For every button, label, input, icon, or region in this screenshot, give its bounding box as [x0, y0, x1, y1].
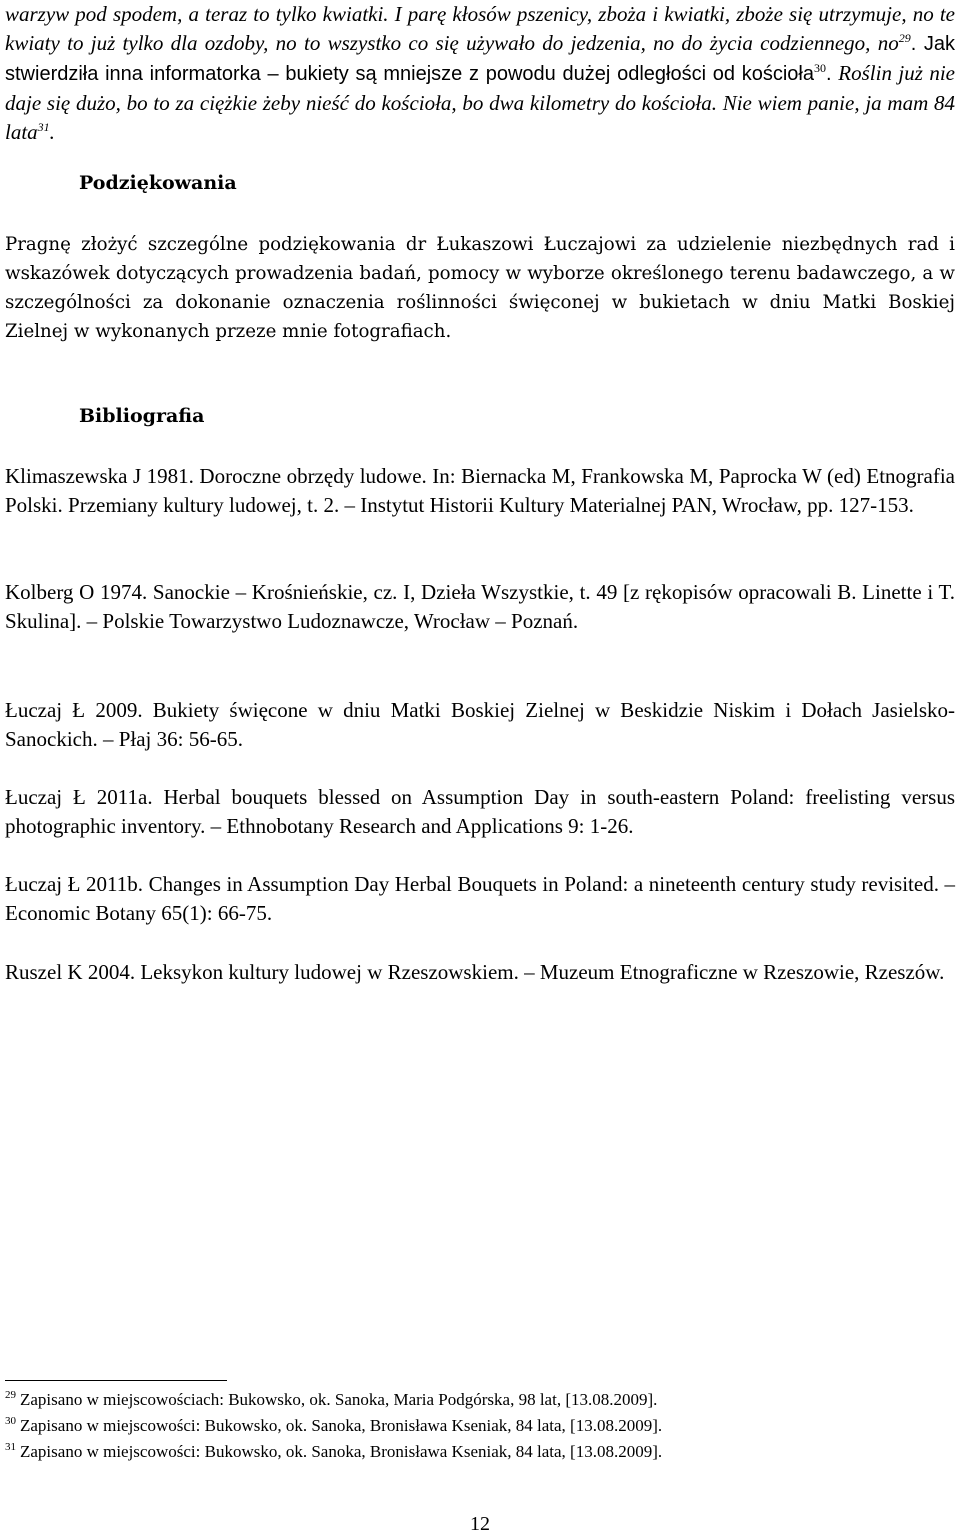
- bibliography-entry: Klimaszewska J 1981. Doroczne obrzędy ludowe. In: Biernacka M, Frankowska M, Paprocka W (ed) Etnografia Polski. Przemiany kultury ludowej, t. 2. – Instytut Historii Kultury Materialnej PAN, Wrocław, pp. 127-153.: [5, 464, 955, 517]
- footnote-ref-31[interactable]: 31: [37, 120, 50, 134]
- bibliography-heading: Bibliografia: [79, 405, 205, 427]
- footnote-text: Zapisano w miejscowościach: Bukowsko, ok. Sanoka, Maria Podgórska, 98 lat, [13.08.2009].: [20, 1390, 658, 1409]
- footnote-text: Zapisano w miejscowości: Bukowsko, ok. Sanoka, Bronisława Kseniak, 84 lata, [13.08.2009].: [20, 1416, 663, 1435]
- quote-end: .: [49, 120, 55, 144]
- footnote-ref-30[interactable]: 30: [814, 61, 826, 75]
- bibliography-entry: Kolberg O 1974. Sanockie – Krośnieńskie, cz. I, Dzieła Wszystkie, t. 49 [z rękopisów opracowali B. Linette i T. Skulina]. – Polskie Towarzystwo Ludoznawcze, Wrocław – Poznań.: [5, 580, 955, 633]
- footnote-text: Zapisano w miejscowości: Bukowsko, ok. Sanoka, Bronisława Kseniak, 84 lata, [13.08.2009].: [20, 1442, 663, 1461]
- quote-text-1: warzyw pod spodem, a teraz to tylko kwiatki. I parę kłosów pszenicy, zboża i kwiatki, zboże się utrzymuje, no te kwiaty to już tylko dla ozdoby, no to wszystko co się używało do jedzenia, no do życia codziennego, no: [5, 2, 955, 55]
- footnote-29: [5, 1389, 955, 1411]
- intro-paragraph: [5, 0, 955, 147]
- acknowledgements-text: Pragnę złożyć szczególne podziękowania dr Łukaszowi Łuczajowi za udzielenie niezbędnych rad i wskazówek dotyczących prowadzenia badań, pomocy w wyborze określonego terenu badawczego, a w szczególności za dokonanie oznaczenia roślinności święconej w bukietach w dniu Matki Boskiej Zielnej w wykonanych przeze mnie fotografiach.: [5, 234, 955, 342]
- acknowledgements-heading: Podziękowania: [79, 172, 237, 194]
- bibliography-entry: Łuczaj Ł 2011a. Herbal bouquets blessed on Assumption Day in south-eastern Poland: freelisting versus photographic inventory. – Ethnobotany Research and Applications 9: 1-26.: [5, 785, 955, 838]
- intro-statement: . Jak stwierdziła inna informatorka – bukiety są mniejsze z powodu dużej odległości od kościoła: [5, 33, 955, 85]
- footnote-31: [5, 1441, 955, 1463]
- page-number: 12: [470, 1513, 490, 1535]
- intro-separator: .: [826, 63, 839, 85]
- bibliography-entry: Ruszel K 2004. Leksykon kultury ludowej w Rzeszowskiem. – Muzeum Etnograficzne w Rzeszowie, Rzeszów.: [5, 960, 945, 984]
- footnote-divider: [5, 1380, 227, 1381]
- bibliography-entry: Łuczaj Ł 2009. Bukiety święcone w dniu Matki Boskiej Zielnej w Beskidzie Niskim i Dołach Jasielsko-Sanockich. – Płaj 36: 56-65.: [5, 698, 955, 751]
- footnote-ref-29[interactable]: 29: [898, 31, 911, 45]
- bibliography-entry: Łuczaj Ł 2011b. Changes in Assumption Day Herbal Bouquets in Poland: a nineteenth century study revisited. – Economic Botany 65(1): 66-75.: [5, 872, 955, 925]
- quote-text-2: Roślin już nie daje się dużo, bo to za ciężkie żeby nieść do kościoła, bo dwa kilometry do kościoła. Nie wiem panie, ja mam 84 lata: [5, 61, 955, 144]
- footnote-30: [5, 1415, 955, 1437]
- footnote-number: 30: [5, 1415, 16, 1428]
- footnote-number: 31: [5, 1441, 16, 1454]
- footnote-number: 29: [5, 1389, 16, 1402]
